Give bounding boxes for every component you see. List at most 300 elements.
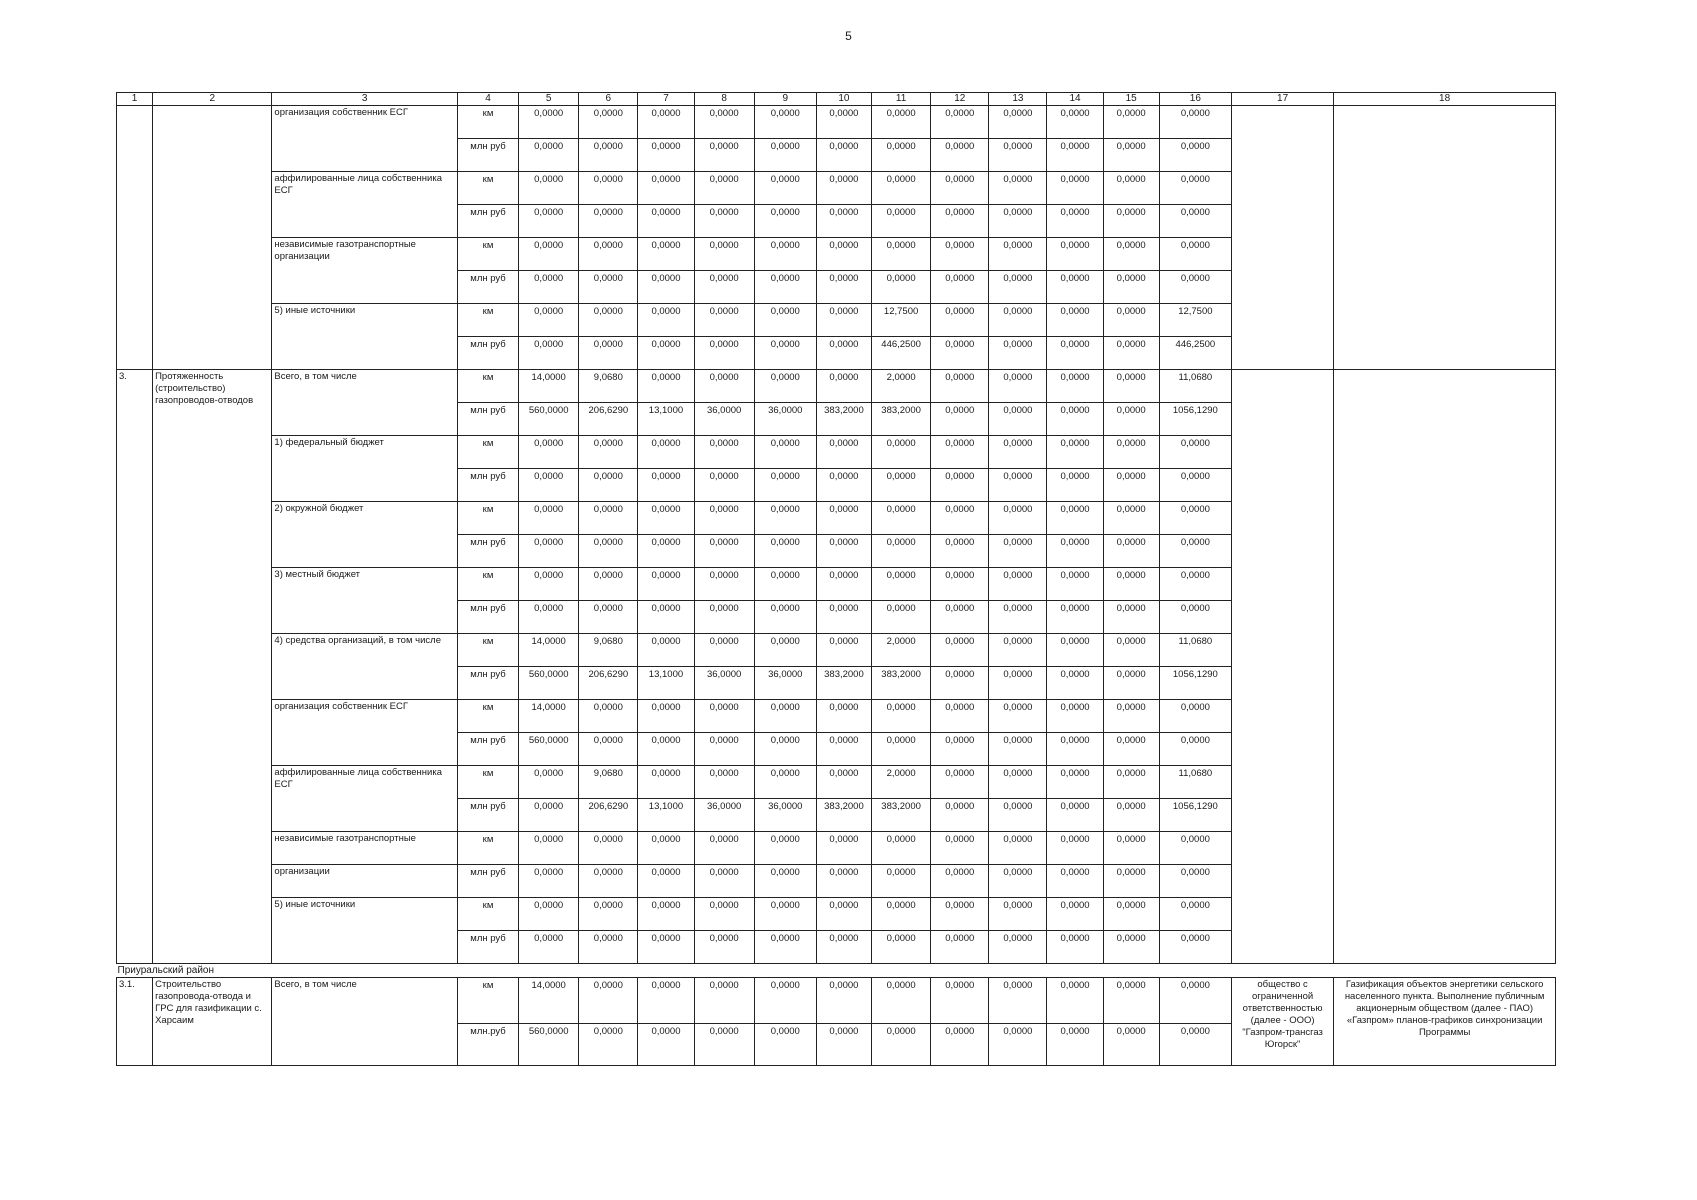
row-label: 5) иные источники (272, 304, 458, 370)
value-cell: 0,0000 (694, 931, 754, 964)
value-cell: 0,0000 (1047, 568, 1103, 601)
value-cell: 446,2500 (1159, 337, 1231, 370)
unit-km: км (457, 978, 518, 1024)
value-cell: 0,0000 (931, 700, 989, 733)
value-cell: 0,0000 (872, 733, 931, 766)
value-cell: 0,0000 (1047, 978, 1103, 1024)
value-cell: 0,0000 (579, 271, 638, 304)
value-cell: 560,0000 (519, 667, 579, 700)
value-cell: 0,0000 (754, 832, 816, 865)
row-label: 2) окружной бюджет (272, 502, 458, 568)
unit-mln: млн руб (457, 931, 518, 964)
value-cell: 0,0000 (1159, 733, 1231, 766)
value-cell: 0,0000 (931, 535, 989, 568)
unit-mln: млн руб (457, 139, 518, 172)
unit-km: км (457, 766, 518, 799)
value-cell: 383,2000 (816, 403, 871, 436)
col18-cell (1334, 106, 1556, 370)
value-cell: 0,0000 (1159, 172, 1231, 205)
value-cell: 0,0000 (931, 304, 989, 337)
value-cell: 0,0000 (1103, 205, 1159, 238)
value-cell: 0,0000 (1047, 238, 1103, 271)
value-cell: 1056,1290 (1159, 403, 1231, 436)
value-cell: 0,0000 (519, 139, 579, 172)
value-cell: 0,0000 (638, 601, 694, 634)
column-number-3: 3 (272, 93, 458, 106)
value-cell: 0,0000 (872, 271, 931, 304)
value-cell: 0,0000 (989, 172, 1047, 205)
value-cell: 0,0000 (519, 799, 579, 832)
value-cell: 0,0000 (931, 634, 989, 667)
value-cell: 0,0000 (694, 337, 754, 370)
value-cell: 0,0000 (989, 304, 1047, 337)
value-cell: 0,0000 (816, 865, 871, 898)
value-cell: 0,0000 (754, 733, 816, 766)
value-cell: 0,0000 (1103, 436, 1159, 469)
value-cell: 0,0000 (1047, 337, 1103, 370)
value-cell: 0,0000 (1047, 766, 1103, 799)
value-cell: 0,0000 (816, 1024, 871, 1066)
value-cell: 0,0000 (816, 469, 871, 502)
value-cell: 0,0000 (694, 502, 754, 535)
value-cell: 0,0000 (931, 370, 989, 403)
value-cell: 0,0000 (579, 139, 638, 172)
value-cell: 0,0000 (872, 832, 931, 865)
value-cell: 0,0000 (872, 238, 931, 271)
value-cell: 0,0000 (638, 304, 694, 337)
item-title: Строительство газопровода-отвода и ГРС для газификации с. Харсаим (153, 978, 272, 1066)
unit-mln: млн руб (457, 667, 518, 700)
col17-cell (1231, 370, 1333, 964)
value-cell: 0,0000 (579, 238, 638, 271)
value-cell: 0,0000 (754, 700, 816, 733)
value-cell: 0,0000 (638, 832, 694, 865)
data-table (116, 92, 1556, 1066)
value-cell: 0,0000 (694, 172, 754, 205)
column-number-4: 4 (457, 93, 518, 106)
value-cell: 0,0000 (1103, 799, 1159, 832)
value-cell: 0,0000 (1047, 403, 1103, 436)
column-number-11: 11 (872, 93, 931, 106)
value-cell: 0,0000 (754, 766, 816, 799)
column-number-13: 13 (989, 93, 1047, 106)
value-cell: 0,0000 (816, 931, 871, 964)
value-cell: 0,0000 (519, 172, 579, 205)
value-cell: 0,0000 (638, 865, 694, 898)
column-number-12: 12 (931, 93, 989, 106)
value-cell: 0,0000 (638, 238, 694, 271)
unit-km: км (457, 832, 518, 865)
value-cell: 0,0000 (694, 139, 754, 172)
value-cell: 0,0000 (1103, 535, 1159, 568)
column-number-17: 17 (1231, 93, 1333, 106)
value-cell: 0,0000 (754, 898, 816, 931)
value-cell: 0,0000 (1047, 205, 1103, 238)
value-cell: 0,0000 (638, 436, 694, 469)
value-cell: 0,0000 (931, 436, 989, 469)
table-row (117, 978, 1556, 1024)
col17-cell (1231, 106, 1333, 370)
value-cell: 0,0000 (1047, 601, 1103, 634)
value-cell: 0,0000 (694, 898, 754, 931)
value-cell: 0,0000 (989, 832, 1047, 865)
value-cell: 0,0000 (579, 502, 638, 535)
value-cell: 0,0000 (1103, 568, 1159, 601)
value-cell: 0,0000 (1103, 304, 1159, 337)
value-cell: 0,0000 (872, 1024, 931, 1066)
value-cell: 0,0000 (931, 403, 989, 436)
value-cell: 0,0000 (579, 898, 638, 931)
unit-km: км (457, 898, 518, 931)
value-cell: 0,0000 (872, 469, 931, 502)
value-cell: 0,0000 (1047, 799, 1103, 832)
value-cell: 0,0000 (931, 139, 989, 172)
value-cell: 0,0000 (872, 502, 931, 535)
value-cell: 0,0000 (816, 370, 871, 403)
value-cell: 0,0000 (638, 172, 694, 205)
result-cell: Газификация объектов энергетики сельского населенного пункта. Выполнение публичным акционерным обществом (далее - ПАО) «Газпром» планов-графиков синхронизации Программы (1334, 978, 1556, 1066)
column-number-7: 7 (638, 93, 694, 106)
row-label: организации (272, 865, 458, 898)
num-cell (117, 106, 153, 370)
value-cell: 0,0000 (754, 978, 816, 1024)
value-cell: 0,0000 (694, 568, 754, 601)
value-cell: 0,0000 (1103, 601, 1159, 634)
value-cell: 9,0680 (579, 634, 638, 667)
value-cell: 0,0000 (1047, 469, 1103, 502)
column-number-10: 10 (816, 93, 871, 106)
value-cell: 0,0000 (1047, 898, 1103, 931)
value-cell: 0,0000 (579, 304, 638, 337)
value-cell: 11,0680 (1159, 634, 1231, 667)
value-cell: 0,0000 (989, 799, 1047, 832)
value-cell: 0,0000 (519, 898, 579, 931)
row-label: 5) иные источники (272, 898, 458, 964)
value-cell: 0,0000 (638, 205, 694, 238)
value-cell: 0,0000 (872, 898, 931, 931)
value-cell: 0,0000 (989, 205, 1047, 238)
value-cell: 0,0000 (638, 898, 694, 931)
column-number-5: 5 (519, 93, 579, 106)
value-cell: 446,2500 (872, 337, 931, 370)
value-cell: 13,1000 (638, 799, 694, 832)
value-cell: 0,0000 (989, 238, 1047, 271)
value-cell: 0,0000 (931, 898, 989, 931)
value-cell: 0,0000 (519, 238, 579, 271)
value-cell: 0,0000 (579, 865, 638, 898)
table-row (117, 370, 1556, 403)
value-cell: 0,0000 (816, 106, 871, 139)
value-cell: 36,0000 (694, 799, 754, 832)
value-cell: 2,0000 (872, 766, 931, 799)
value-cell: 0,0000 (1103, 667, 1159, 700)
value-cell: 0,0000 (816, 832, 871, 865)
table-row (117, 106, 1556, 139)
value-cell: 0,0000 (1103, 865, 1159, 898)
value-cell: 0,0000 (1159, 700, 1231, 733)
unit-mln: млн руб (457, 271, 518, 304)
value-cell: 0,0000 (754, 106, 816, 139)
value-cell: 0,0000 (694, 601, 754, 634)
column-number-8: 8 (694, 93, 754, 106)
unit-mln: млн руб (457, 205, 518, 238)
value-cell: 0,0000 (989, 733, 1047, 766)
value-cell: 36,0000 (694, 403, 754, 436)
value-cell: 0,0000 (754, 865, 816, 898)
value-cell: 0,0000 (519, 205, 579, 238)
unit-km: км (457, 436, 518, 469)
value-cell: 0,0000 (1103, 370, 1159, 403)
unit-mln: млн руб (457, 535, 518, 568)
value-cell: 0,0000 (519, 469, 579, 502)
value-cell: 0,0000 (989, 931, 1047, 964)
value-cell: 0,0000 (638, 469, 694, 502)
row-label: 4) средства организаций, в том числе (272, 634, 458, 700)
value-cell: 0,0000 (579, 436, 638, 469)
value-cell: 0,0000 (754, 601, 816, 634)
value-cell: 0,0000 (1159, 568, 1231, 601)
value-cell: 0,0000 (931, 733, 989, 766)
value-cell: 0,0000 (754, 370, 816, 403)
row-label: аффилированные лица собственника ЕСГ (272, 172, 458, 238)
row-label: Всего, в том числе (272, 978, 458, 1066)
value-cell: 36,0000 (754, 799, 816, 832)
unit-mln: млн.руб (457, 1024, 518, 1066)
value-cell: 0,0000 (694, 733, 754, 766)
executor-cell: общество с ограниченной ответственностью (далее - ООО) "Газпром-трансгаз Югорск" (1231, 978, 1333, 1066)
value-cell: 0,0000 (816, 568, 871, 601)
value-cell: 0,0000 (754, 502, 816, 535)
value-cell: 0,0000 (1103, 271, 1159, 304)
value-cell: 36,0000 (694, 667, 754, 700)
value-cell: 11,0680 (1159, 766, 1231, 799)
value-cell: 0,0000 (872, 172, 931, 205)
value-cell: 0,0000 (1159, 601, 1231, 634)
value-cell: 0,0000 (579, 978, 638, 1024)
value-cell: 0,0000 (816, 304, 871, 337)
value-cell: 1056,1290 (1159, 799, 1231, 832)
region-title: Приуральский район (117, 965, 215, 976)
value-cell: 0,0000 (931, 106, 989, 139)
value-cell: 12,7500 (1159, 304, 1231, 337)
value-cell: 0,0000 (579, 832, 638, 865)
value-cell: 0,0000 (1159, 978, 1231, 1024)
value-cell: 0,0000 (989, 1024, 1047, 1066)
value-cell: 0,0000 (1159, 1024, 1231, 1066)
unit-km: км (457, 370, 518, 403)
value-cell: 0,0000 (816, 634, 871, 667)
value-cell: 0,0000 (579, 205, 638, 238)
value-cell: 383,2000 (872, 799, 931, 832)
value-cell: 0,0000 (816, 172, 871, 205)
column-number-1: 1 (117, 93, 153, 106)
value-cell: 0,0000 (1159, 469, 1231, 502)
value-cell: 0,0000 (754, 172, 816, 205)
value-cell: 0,0000 (519, 931, 579, 964)
row-label: 1) федеральный бюджет (272, 436, 458, 502)
value-cell: 0,0000 (694, 535, 754, 568)
value-cell: 0,0000 (754, 238, 816, 271)
value-cell: 2,0000 (872, 634, 931, 667)
value-cell: 0,0000 (872, 865, 931, 898)
value-cell: 0,0000 (989, 535, 1047, 568)
value-cell: 0,0000 (1159, 502, 1231, 535)
value-cell: 13,1000 (638, 403, 694, 436)
value-cell: 9,0680 (579, 370, 638, 403)
value-cell: 0,0000 (816, 436, 871, 469)
value-cell: 0,0000 (754, 304, 816, 337)
value-cell: 0,0000 (816, 238, 871, 271)
column-number-16: 16 (1159, 93, 1231, 106)
row-label: 3) местный бюджет (272, 568, 458, 634)
value-cell: 0,0000 (694, 205, 754, 238)
value-cell: 0,0000 (816, 601, 871, 634)
value-cell: 0,0000 (989, 978, 1047, 1024)
value-cell: 0,0000 (519, 337, 579, 370)
value-cell: 1056,1290 (1159, 667, 1231, 700)
value-cell: 0,0000 (989, 139, 1047, 172)
value-cell: 0,0000 (694, 1024, 754, 1066)
value-cell: 0,0000 (989, 898, 1047, 931)
value-cell: 0,0000 (754, 469, 816, 502)
value-cell: 0,0000 (754, 931, 816, 964)
value-cell: 0,0000 (1103, 172, 1159, 205)
value-cell: 14,0000 (519, 370, 579, 403)
value-cell: 0,0000 (638, 733, 694, 766)
value-cell: 0,0000 (989, 271, 1047, 304)
unit-mln: млн руб (457, 337, 518, 370)
value-cell: 0,0000 (694, 865, 754, 898)
value-cell: 0,0000 (638, 766, 694, 799)
value-cell: 0,0000 (1103, 106, 1159, 139)
column-number-6: 6 (579, 93, 638, 106)
unit-mln: млн руб (457, 865, 518, 898)
value-cell: 0,0000 (872, 978, 931, 1024)
value-cell: 0,0000 (1159, 535, 1231, 568)
value-cell: 0,0000 (872, 139, 931, 172)
value-cell: 0,0000 (1103, 898, 1159, 931)
value-cell: 0,0000 (694, 700, 754, 733)
value-cell: 0,0000 (1103, 634, 1159, 667)
value-cell: 206,6290 (579, 799, 638, 832)
region-row (117, 964, 1556, 978)
value-cell: 383,2000 (816, 799, 871, 832)
value-cell: 0,0000 (989, 568, 1047, 601)
value-cell: 0,0000 (816, 337, 871, 370)
value-cell: 0,0000 (931, 568, 989, 601)
row-label: независимые газотранспортные организации (272, 238, 458, 304)
value-cell: 383,2000 (816, 667, 871, 700)
value-cell: 36,0000 (754, 667, 816, 700)
value-cell: 0,0000 (754, 139, 816, 172)
value-cell: 0,0000 (931, 205, 989, 238)
value-cell: 0,0000 (1103, 403, 1159, 436)
value-cell: 0,0000 (579, 1024, 638, 1066)
value-cell: 0,0000 (1159, 436, 1231, 469)
value-cell: 0,0000 (1047, 865, 1103, 898)
unit-km: км (457, 700, 518, 733)
value-cell: 0,0000 (931, 337, 989, 370)
name-cell (153, 106, 272, 370)
value-cell: 0,0000 (519, 535, 579, 568)
value-cell: 0,0000 (638, 931, 694, 964)
value-cell: 14,0000 (519, 978, 579, 1024)
value-cell: 0,0000 (519, 865, 579, 898)
value-cell: 0,0000 (694, 370, 754, 403)
value-cell: 0,0000 (989, 436, 1047, 469)
value-cell: 0,0000 (989, 601, 1047, 634)
column-number-9: 9 (754, 93, 816, 106)
value-cell: 0,0000 (1103, 1024, 1159, 1066)
value-cell: 0,0000 (519, 502, 579, 535)
value-cell: 0,0000 (931, 978, 989, 1024)
value-cell: 0,0000 (1047, 304, 1103, 337)
value-cell: 0,0000 (638, 978, 694, 1024)
value-cell: 14,0000 (519, 700, 579, 733)
value-cell: 0,0000 (816, 700, 871, 733)
value-cell: 0,0000 (1047, 634, 1103, 667)
value-cell: 0,0000 (872, 601, 931, 634)
column-number-15: 15 (1103, 93, 1159, 106)
value-cell: 0,0000 (694, 304, 754, 337)
value-cell: 206,6290 (579, 403, 638, 436)
value-cell: 0,0000 (519, 304, 579, 337)
value-cell: 0,0000 (579, 172, 638, 205)
value-cell: 0,0000 (872, 436, 931, 469)
value-cell: 0,0000 (1047, 172, 1103, 205)
value-cell: 0,0000 (1047, 931, 1103, 964)
value-cell: 0,0000 (931, 832, 989, 865)
item-title: Протяженность (строительство) газопроводов-отводов (153, 370, 272, 964)
value-cell: 0,0000 (519, 766, 579, 799)
value-cell: 0,0000 (931, 1024, 989, 1066)
value-cell: 0,0000 (816, 535, 871, 568)
value-cell: 0,0000 (989, 667, 1047, 700)
column-number-2: 2 (153, 93, 272, 106)
value-cell: 0,0000 (1103, 469, 1159, 502)
value-cell: 0,0000 (989, 370, 1047, 403)
row-label: организация собственник ЕСГ (272, 106, 458, 172)
value-cell: 36,0000 (754, 403, 816, 436)
unit-mln: млн руб (457, 733, 518, 766)
column-number-14: 14 (1047, 93, 1103, 106)
value-cell: 0,0000 (872, 106, 931, 139)
value-cell: 0,0000 (754, 1024, 816, 1066)
value-cell: 0,0000 (754, 436, 816, 469)
value-cell: 0,0000 (519, 832, 579, 865)
value-cell: 0,0000 (931, 469, 989, 502)
value-cell: 0,0000 (1103, 238, 1159, 271)
value-cell: 0,0000 (816, 766, 871, 799)
value-cell: 0,0000 (1047, 436, 1103, 469)
value-cell: 206,6290 (579, 667, 638, 700)
value-cell: 0,0000 (754, 634, 816, 667)
value-cell: 0,0000 (989, 700, 1047, 733)
value-cell: 0,0000 (638, 700, 694, 733)
value-cell: 0,0000 (816, 139, 871, 172)
col18-cell (1334, 370, 1556, 964)
value-cell: 0,0000 (1159, 106, 1231, 139)
value-cell: 13,1000 (638, 667, 694, 700)
unit-mln: млн руб (457, 601, 518, 634)
value-cell: 0,0000 (694, 106, 754, 139)
value-cell: 0,0000 (989, 865, 1047, 898)
value-cell: 0,0000 (694, 766, 754, 799)
value-cell: 0,0000 (579, 337, 638, 370)
row-label: аффилированные лица собственника ЕСГ (272, 766, 458, 832)
value-cell: 0,0000 (931, 601, 989, 634)
value-cell: 0,0000 (816, 205, 871, 238)
